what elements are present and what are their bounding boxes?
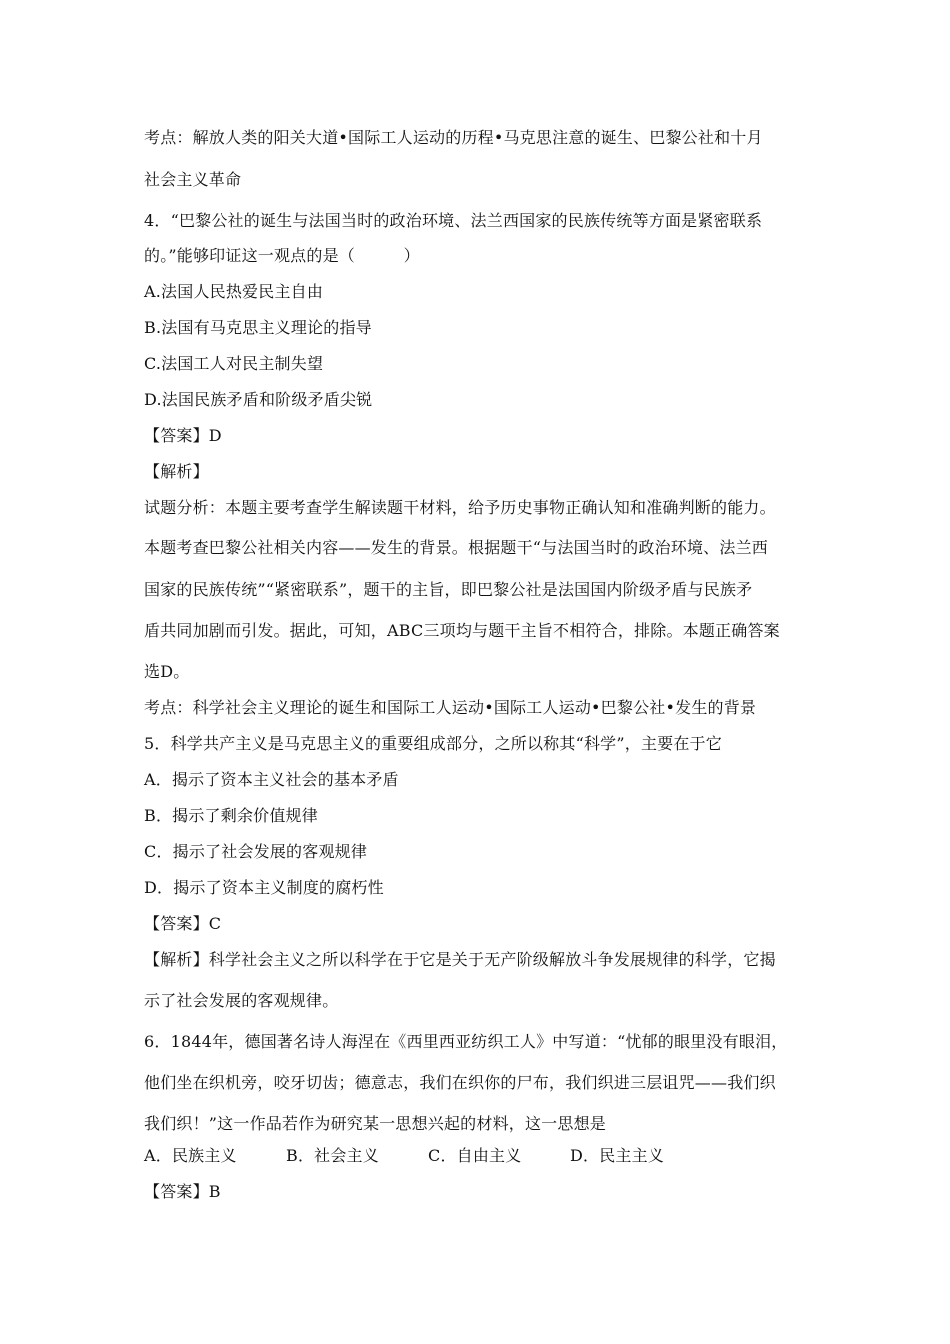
- q4-analysis-line2: 本题考查巴黎公社相关内容——发生的背景。根据题干“与法国当时的政治环境、法兰西: [144, 538, 768, 557]
- q4-option-c: C.法国工人对民主制失望: [144, 354, 324, 373]
- q5-option-b: B．揭示了剩余价值规律: [144, 806, 318, 825]
- q4-stem-line1: 4．“巴黎公社的诞生与法国当时的政治环境、法兰西国家的民族传统等方面是紧密联系: [144, 211, 763, 230]
- q6-option-d: D．民主主义: [570, 1146, 665, 1165]
- q5-analysis-line1: 【解析】科学社会主义之所以科学在于它是关于无产阶级解放斗争发展规律的科学，它揭: [144, 950, 776, 969]
- q4-analysis-line5: 选D。: [144, 662, 190, 681]
- q6-stem-line1: 6．1844年，德国著名诗人海涅在《西里西亚纺织工人》中写道：“忧郁的眼里没有眼泪，: [144, 1032, 788, 1051]
- q4-option-b: B.法国有马克思主义理论的指导: [144, 318, 372, 337]
- q4-analysis-line3: 国家的民族传统”“紧密联系”，题干的主旨，即巴黎公社是法国国内阶级矛盾与民族矛: [144, 580, 753, 599]
- q5-analysis-line2: 示了社会发展的客观规律。: [144, 991, 339, 1010]
- q5-option-c: C．揭示了社会发展的客观规律: [144, 842, 368, 861]
- q4-analysis-title: 【解析】: [144, 462, 209, 481]
- q6-option-a: A．民族主义: [144, 1146, 237, 1165]
- q6-option-c: C．自由主义: [428, 1146, 522, 1165]
- q5-answer: 【答案】C: [144, 914, 222, 933]
- q4-option-d: D.法国民族矛盾和阶级矛盾尖锐: [144, 390, 373, 409]
- q4-kaodian: 考点：科学社会主义理论的诞生和国际工人运动•国际工人运动•巴黎公社•发生的背景: [144, 698, 757, 717]
- q4-stem-line2: 的。”能够印证这一观点的是（ ）: [144, 246, 420, 265]
- q6-options-row: [144, 1146, 664, 1166]
- q4-answer: 【答案】D: [144, 426, 222, 445]
- q6-stem-line2: 他们坐在织机旁，咬牙切齿；德意志，我们在织你的尸布，我们织进三层诅咒——我们织: [144, 1073, 776, 1092]
- q5-option-d: D．揭示了资本主义制度的腐朽性: [144, 878, 384, 897]
- q4-analysis-line4: 盾共同加剧而引发。据此，可知，ABC三项均与题干主旨不相符合，排除。本题正确答案: [144, 621, 780, 640]
- q5-option-a: A．揭示了资本主义社会的基本矛盾: [144, 770, 399, 789]
- q3-kaodian-line2: 社会主义革命: [144, 170, 242, 189]
- q6-answer: 【答案】B: [144, 1182, 221, 1201]
- q6-stem-line3: 我们织！”这一作品若作为研究某一思想兴起的材料，这一思想是: [144, 1114, 606, 1133]
- q6-option-b: B．社会主义: [286, 1146, 379, 1165]
- q5-stem: 5．科学共产主义是马克思主义的重要组成部分，之所以称其“科学”，主要在于它: [144, 734, 722, 753]
- q4-analysis-line1: 试题分析：本题主要考查学生解读题干材料，给予历史事物正确认知和准确判断的能力。: [144, 498, 776, 517]
- q4-option-a: A.法国人民热爱民主自由: [144, 282, 324, 301]
- q3-kaodian-line1: 考点：解放人类的阳关大道•国际工人运动的历程•马克思注意的诞生、巴黎公社和十月: [144, 128, 763, 147]
